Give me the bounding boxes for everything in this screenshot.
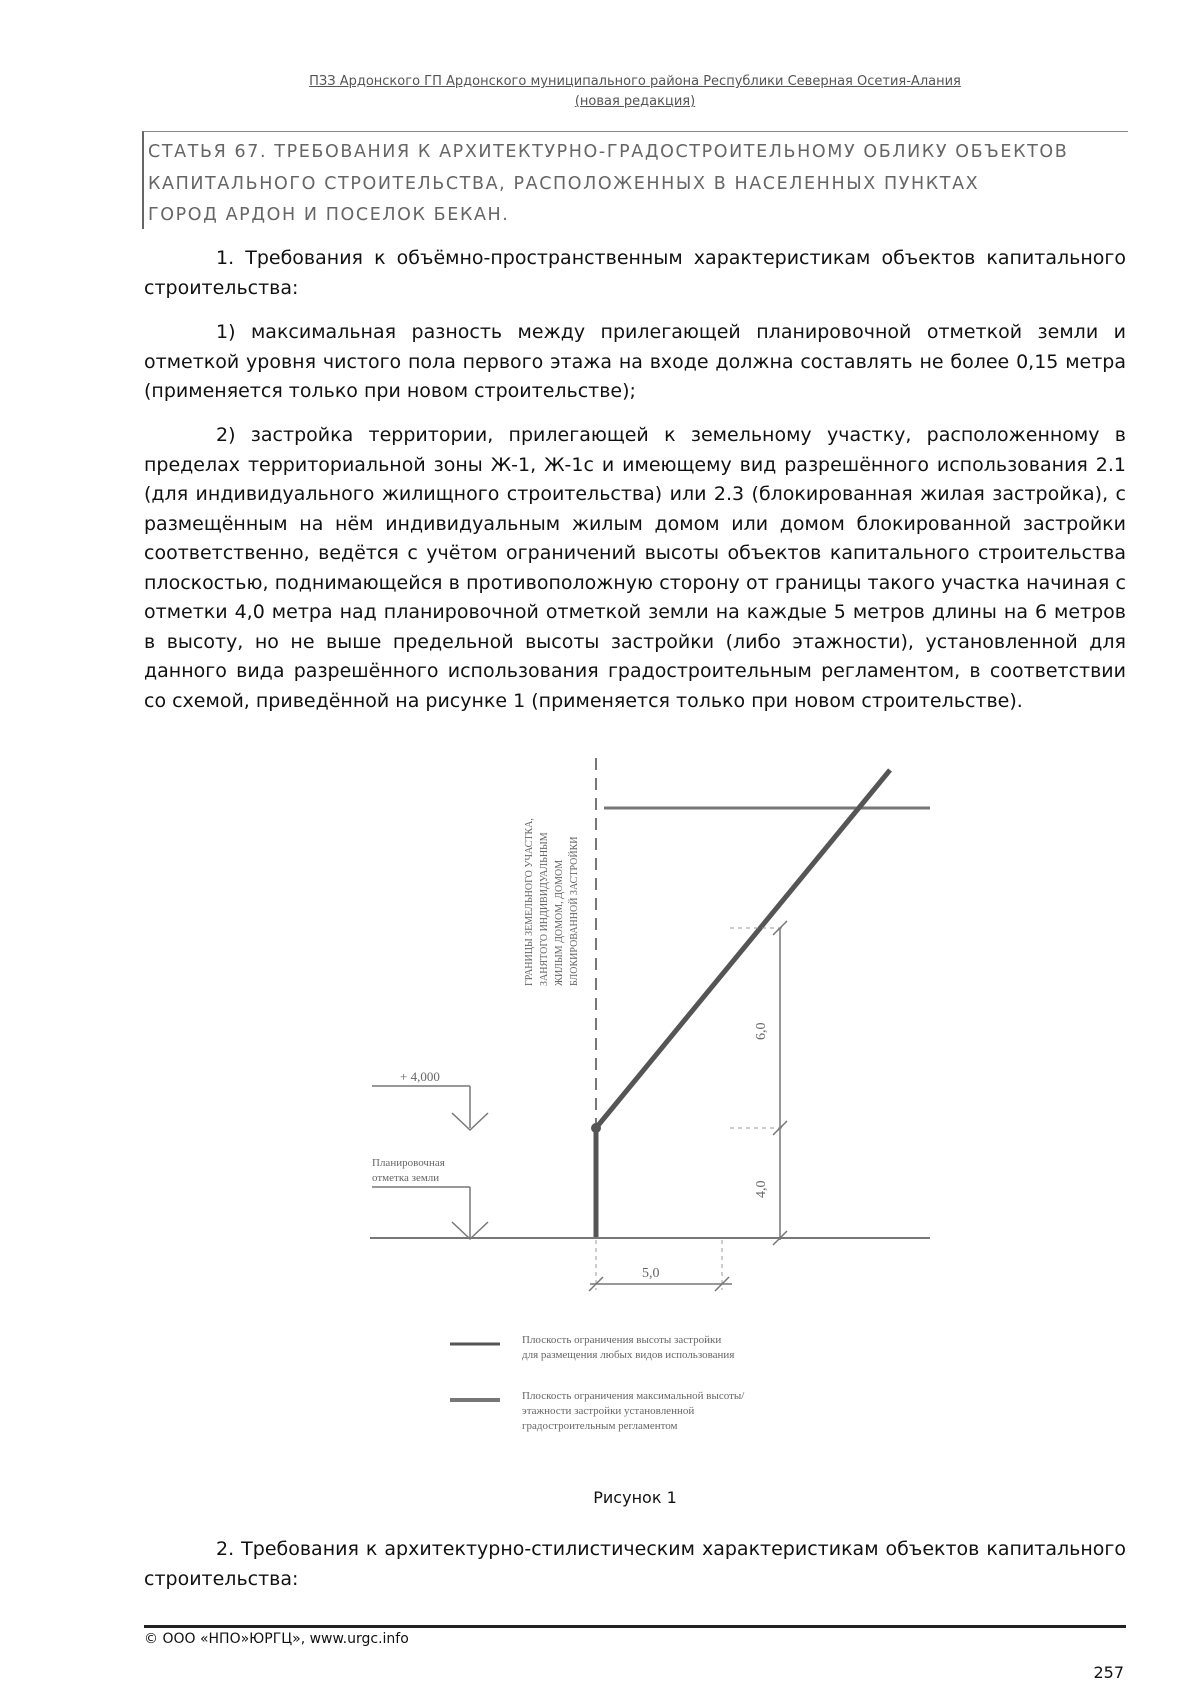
paragraph-floor-level [144,318,1126,407]
article-title-line-3: ГОРОД АРДОН И ПОСЕЛОК БЕКАН. [148,205,510,225]
footer-copyright: © ООО «НПО»ЮРГЦ», www.urgc.info [144,1631,409,1647]
legend-2-line-3: градостроительным регламентом [522,1420,678,1432]
elevation-label: + 4,000 [400,1069,440,1084]
boundary-label-line-2: ЗАНЯТОГО ИНДИВИДУАЛЬНЫМ [539,832,550,986]
article-title-line-1: СТАТЬЯ 67. ТРЕБОВАНИЯ К АРХИТЕКТУРНО-ГРАДОСТРОИТЕЛЬНОМУ ОБЛИКУ ОБЪЕКТОВ [148,142,1069,162]
footer-divider [144,1625,1126,1628]
figure-caption: Рисунок 1 [593,1488,677,1507]
ground-label-line-1: Планировочная [372,1157,445,1169]
boundary-label-line-3: ЖИЛЫМ ДОМОМ, ДОМОМ [554,859,565,986]
header-line-2: (новая редакция) [574,94,696,109]
limit-plane-line [596,770,890,1128]
paragraph-text: 2. Требования к архитектурно-стилистическим характеристикам объектов капитального строительства: [144,1538,1126,1590]
paragraph-architectural-style [144,1535,1126,1594]
paragraph-text: 1. Требования к объёмно-пространственным характеристикам объектов капитального строительства: [144,247,1126,299]
page-number: 257 [1093,1663,1124,1682]
boundary-label [524,818,580,986]
dim-label-4: 4,0 [754,1180,769,1198]
paragraph-text: 2) застройка территории, прилегающей к земельному участку, расположенному в пределах территориальной зоны Ж-1, Ж-1с и имеющему вид разрешённого использования 2.1 (для индивидуального жилищного строительства) или 2.3 (блокированная жилая застройка), с размещённым на нём индивидуальным жилым домом или домом блокированной застройки соответственно, ведётся с учётом ограничений высоты объектов капитального строительства плоскостью, поднимающейся в противоположную сторону от границы такого участка начиная с отметки 4,0 метра над планировочной отметкой земли на каждые 5 метров длины на 6 метров в высоту, но не выше предельной высоты застройки (либо этажности), установленной для данного вида разрешённого использования градостроительным регламентом, в соответствии со схемой, приведённой на рисунке 1 (применяется только при новом строительстве). [144,424,1126,712]
paragraph-text: 1) максимальная разность между прилегающей планировочной отметкой земли и отметкой уровня чистого пола первого этажа на входе должна составлять не более 0,15 метра (применяется только при новом строительстве); [144,321,1126,402]
article-title-line-2: КАПИТАЛЬНОГО СТРОИТЕЛЬСТВА, РАСПОЛОЖЕННЫХ В НАСЕЛЕННЫХ ПУНКТАХ [148,173,980,194]
legend-2-line-2: этажности застройки установленной [522,1405,695,1417]
page-header [144,72,1126,112]
dim-label-5: 5,0 [642,1266,660,1281]
article-heading-box [142,131,1128,229]
boundary-label-line-4: БЛОКИРОВАННОЙ ЗАСТРОЙКИ [569,836,580,986]
dim-label-6: 6,0 [754,1022,769,1040]
figure-1-height-limit-diagram [360,758,940,1458]
boundary-label-line-1: ГРАНИЦЫ ЗЕМЕЛЬНОГО УЧАСТКА, [524,818,535,986]
header-line-1: ПЗЗ Ардонского ГП Ардонского муниципального района Республики Северная Осетия-Алания [309,74,961,89]
paragraph-requirements-volume [144,244,1126,303]
legend-1-line-1: Плоскость ограничения высоты застройки [522,1334,722,1346]
paragraph-height-limit [144,421,1126,716]
legend-1-line-2: для размещения любых видов использования [522,1349,735,1361]
ground-label-line-2: отметка земли [372,1172,440,1184]
legend-2-line-1: Плоскость ограничения максимальной высоты/ [522,1390,745,1402]
article-title [148,137,1108,232]
